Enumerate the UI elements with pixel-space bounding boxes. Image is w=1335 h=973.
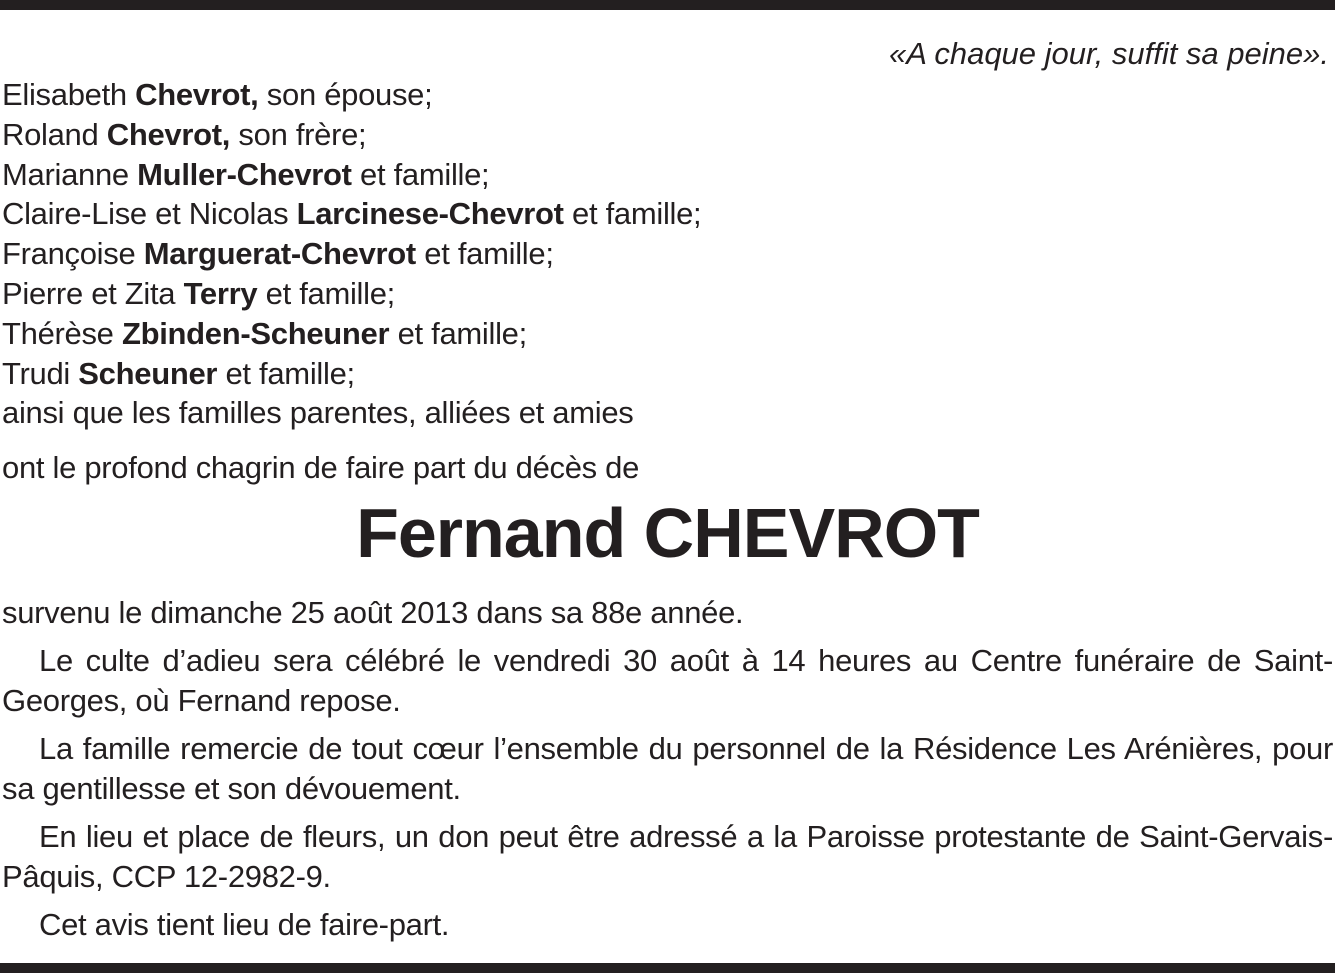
family-member: Elisabeth Chevrot, son épouse; xyxy=(2,77,433,112)
announcement: ont le profond chagrin de faire part du décès de xyxy=(2,450,640,485)
family-member: Thérèse Zbinden-Scheuner et famille; xyxy=(2,315,527,351)
death-paragraph: survenu le dimanche 25 août 2013 dans sa 88e année. xyxy=(2,595,744,630)
family-member: Trudi Scheuner et famille; xyxy=(2,355,355,391)
donation-paragraph: En lieu et place de fleurs, un don peut être adressé a la Paroisse protestante de Saint-Gervais-Pâquis, CCP 12-2982-9. xyxy=(2,819,1333,894)
notice-paragraph: Cet avis tient lieu de faire-part. xyxy=(39,907,450,942)
family-member: Pierre et Zita Terry et famille; xyxy=(2,275,395,311)
family-list xyxy=(2,75,701,433)
top-rule xyxy=(0,0,1335,10)
deceased-name: Fernand CHEVROT xyxy=(356,494,979,572)
family-member: Marianne Muller-Chevrot et famille; xyxy=(2,156,490,192)
family-member: Roland Chevrot, son frère; xyxy=(2,116,367,152)
thanks-paragraph: La famille remercie de tout cœur l’ensemble du personnel de la Résidence Les Arénières, pour sa gentillesse et son dévouement. xyxy=(2,731,1333,806)
notice-body xyxy=(2,593,1333,953)
epigraph: «A chaque jour, suffit sa peine». xyxy=(888,36,1329,71)
service-paragraph: Le culte d’adieu sera célébré le vendredi 30 août à 14 heures au Centre funéraire de Saint-Georges, où Fernand repose. xyxy=(2,643,1333,718)
family-member: Claire-Lise et Nicolas Larcinese-Chevrot et famille; xyxy=(2,196,702,232)
bottom-rule xyxy=(0,963,1335,973)
family-member: Françoise Marguerat-Chevrot et famille; xyxy=(2,236,554,272)
family-extended: ainsi que les familles parentes, alliées et amies xyxy=(2,395,634,431)
